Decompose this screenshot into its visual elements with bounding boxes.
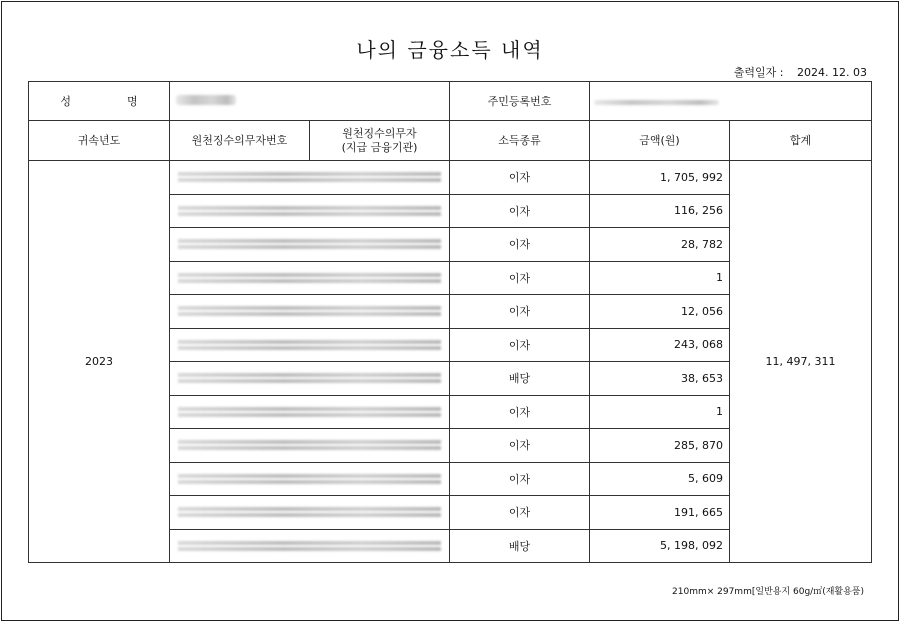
redacted-payer-cell — [170, 529, 450, 563]
redacted-payer-line — [178, 474, 441, 478]
redacted-payer-cell — [170, 328, 450, 362]
amount-cell: 5, 609 — [590, 462, 730, 496]
col-header-income-type: 소득종류 — [450, 121, 590, 161]
income-type-cell: 이자 — [450, 462, 590, 496]
income-rows — [29, 161, 872, 563]
print-date-label: 출력일자 : — [733, 66, 784, 79]
redacted-payer-cell — [170, 261, 450, 295]
redacted-payer-cell — [170, 462, 450, 496]
table-row — [29, 161, 872, 195]
redacted-payer-line — [178, 373, 441, 377]
redacted-payer-line — [178, 212, 441, 216]
income-type-cell: 배당 — [450, 362, 590, 396]
paper-spec-footer: 210mm× 297mm[일반용지 60g/㎡(재활용품) — [672, 587, 864, 597]
income-table — [28, 81, 872, 563]
redacted-payer-cell — [170, 496, 450, 530]
name-label-2: 명 — [127, 95, 138, 108]
col-header-payer-name-line2: (지급 금융기관) — [341, 140, 418, 154]
amount-cell: 5, 198, 092 — [590, 529, 730, 563]
redacted-payer-line — [178, 312, 441, 316]
col-header-total: 합계 — [730, 121, 872, 161]
amount-cell: 38, 653 — [590, 362, 730, 396]
income-type-cell: 이자 — [450, 228, 590, 262]
income-type-cell: 이자 — [450, 261, 590, 295]
income-type-cell: 이자 — [450, 328, 590, 362]
redacted-payer-cell — [170, 228, 450, 262]
col-header-payer-name-line1: 원천징수의무자 — [342, 126, 417, 140]
column-header-row — [29, 121, 872, 161]
amount-cell: 116, 256 — [590, 194, 730, 228]
redacted-payer-line — [178, 206, 441, 210]
redacted-payer-cell — [170, 362, 450, 396]
redacted-payer-cell — [170, 295, 450, 329]
redacted-payer-line — [178, 379, 441, 383]
redacted-payer-line — [178, 245, 441, 249]
redacted-payer-line — [178, 407, 441, 411]
name-label-cell — [29, 82, 170, 121]
redacted-name — [176, 95, 236, 105]
redacted-payer-line — [178, 239, 441, 243]
col-header-amount: 금액(원) — [590, 121, 730, 161]
resident-label-cell: 주민등록번호 — [450, 82, 590, 121]
year-cell: 2023 — [29, 161, 170, 563]
redacted-payer-line — [178, 178, 441, 182]
redacted-payer-line — [178, 507, 441, 511]
name-value-cell — [170, 82, 450, 121]
redacted-payer-cell — [170, 194, 450, 228]
col-header-payer-id: 원천징수의무자번호 — [170, 121, 310, 161]
redacted-payer-line — [178, 306, 441, 310]
redacted-payer-line — [178, 513, 441, 517]
redacted-payer-line — [178, 440, 441, 444]
redacted-payer-line — [178, 413, 441, 417]
income-type-cell: 이자 — [450, 161, 590, 195]
income-type-cell: 이자 — [450, 295, 590, 329]
print-date-value: 2024. 12. 03 — [797, 66, 867, 79]
redacted-payer-line — [178, 547, 441, 551]
amount-cell: 1 — [590, 261, 730, 295]
name-label-1: 성 — [60, 95, 71, 108]
amount-cell: 28, 782 — [590, 228, 730, 262]
amount-cell: 1, 705, 992 — [590, 161, 730, 195]
amount-cell: 285, 870 — [590, 429, 730, 463]
redacted-payer-line — [178, 446, 441, 450]
redacted-payer-cell — [170, 395, 450, 429]
redacted-payer-line — [178, 279, 441, 283]
redacted-payer-cell — [170, 161, 450, 195]
redacted-payer-line — [178, 172, 441, 176]
redacted-payer-cell — [170, 429, 450, 463]
income-type-cell: 이자 — [450, 429, 590, 463]
redacted-payer-line — [178, 480, 441, 484]
redacted-payer-line — [178, 346, 441, 350]
amount-cell: 12, 056 — [590, 295, 730, 329]
col-header-payer-name — [310, 121, 450, 161]
redacted-payer-line — [178, 340, 441, 344]
col-header-year: 귀속년도 — [29, 121, 170, 161]
redacted-payer-line — [178, 273, 441, 277]
income-type-cell: 이자 — [450, 395, 590, 429]
income-type-cell: 배당 — [450, 529, 590, 563]
amount-cell: 1 — [590, 395, 730, 429]
redacted-resident-number — [594, 100, 719, 105]
resident-value-cell — [590, 82, 872, 121]
amount-cell: 243, 068 — [590, 328, 730, 362]
name-row — [29, 82, 872, 121]
document-title: 나의 금융소득 내역 — [356, 38, 544, 62]
print-date — [734, 64, 867, 80]
total-cell: 11, 497, 311 — [730, 161, 872, 563]
income-type-cell: 이자 — [450, 194, 590, 228]
income-type-cell: 이자 — [450, 496, 590, 530]
amount-cell: 191, 665 — [590, 496, 730, 530]
redacted-payer-line — [178, 541, 441, 545]
